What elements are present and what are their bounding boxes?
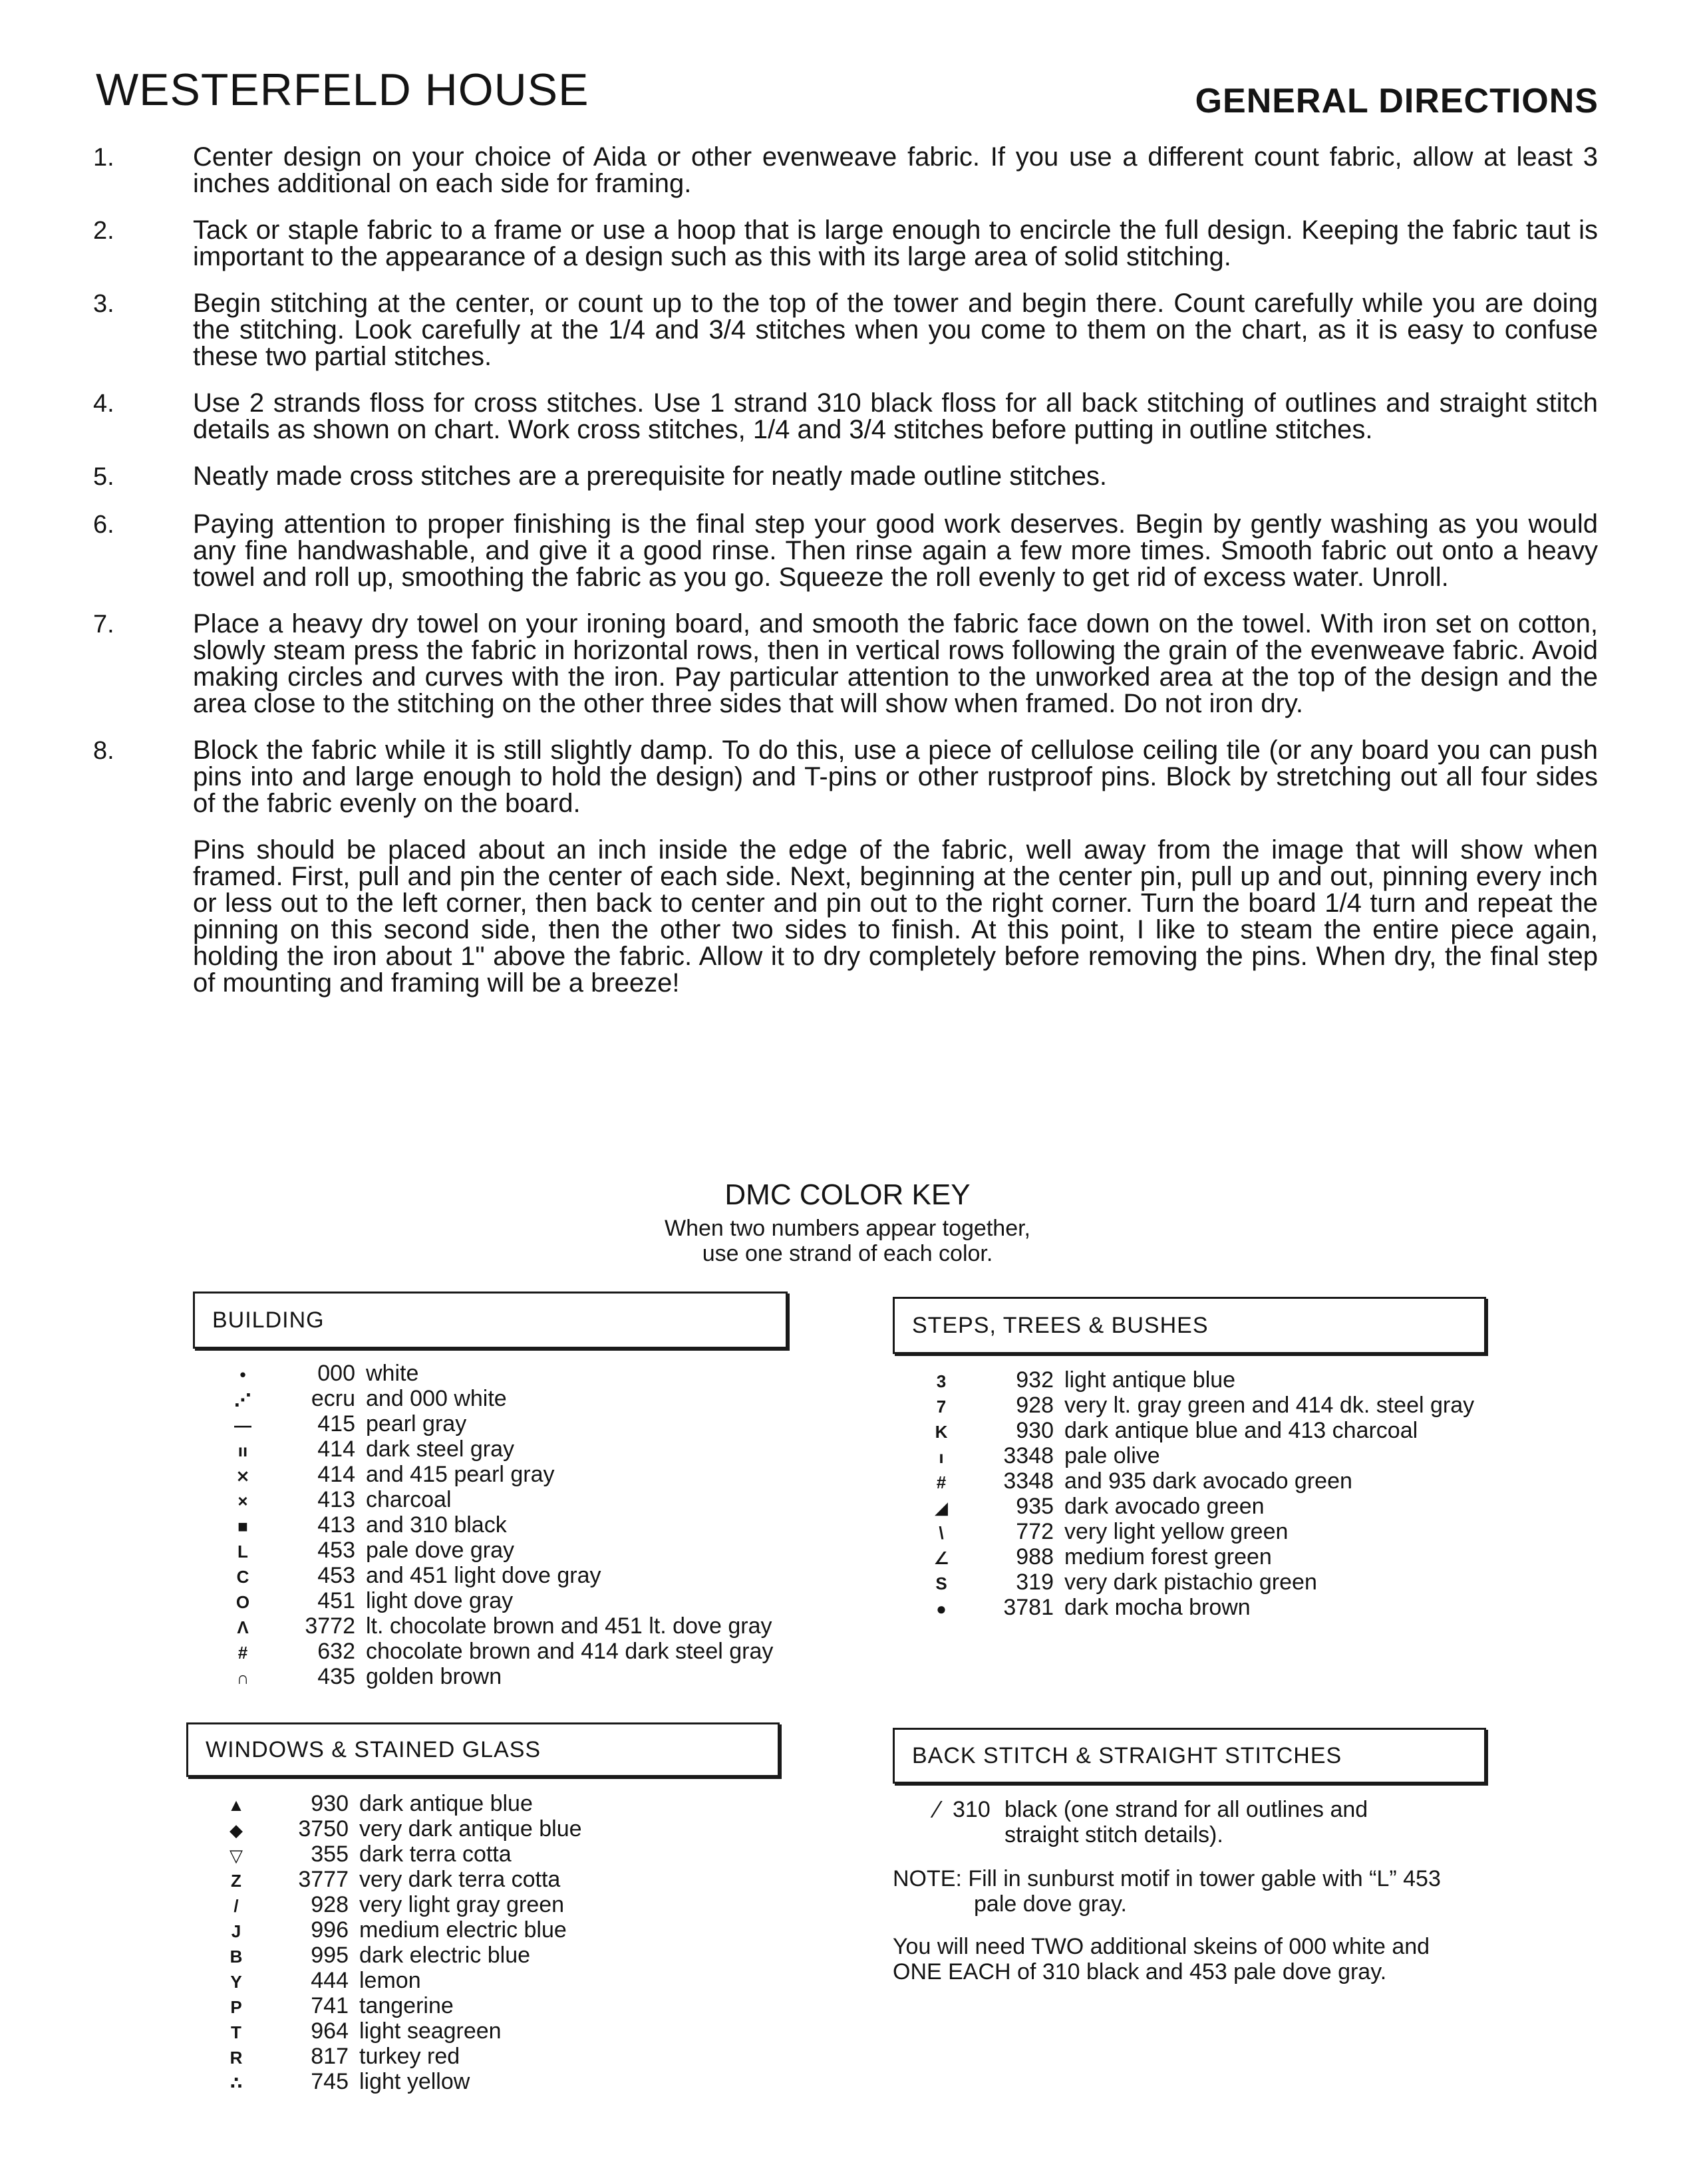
- color-key-row: [226, 1639, 773, 1664]
- additional-skeins-note: [893, 1934, 1505, 1984]
- dmc-code: 444: [311, 1968, 349, 1993]
- color-description: pale dove gray: [366, 1538, 515, 1563]
- windows-heading: WINDOWS & STAINED GLASS: [206, 1736, 541, 1762]
- steps-trees-heading: STEPS, TREES & BUSHES: [912, 1312, 1209, 1338]
- color-key-row: [220, 2018, 582, 2044]
- dmc-code: 745: [311, 2069, 349, 2094]
- step-text: Center design on your choice of Aida or other evenweave fabric. If you use a different count fabric, allow at least 3 inches additional on each side for framing.: [193, 142, 1598, 198]
- stitch-symbol-icon: —: [234, 1415, 251, 1435]
- color-key-row: [925, 1570, 1474, 1595]
- dmc-code: 415: [317, 1411, 355, 1436]
- dmc-code: 930: [1016, 1418, 1054, 1443]
- color-description: medium electric blue: [359, 1917, 567, 1943]
- need-line: You will need TWO additional skeins of 000 white and: [893, 1934, 1430, 1959]
- back-stitch-heading: BACK STITCH & STRAIGHT STITCHES: [912, 1742, 1342, 1768]
- color-key-row: [226, 1487, 773, 1512]
- step-number: 7.: [93, 611, 114, 638]
- pinning-paragraph: Pins should be placed about an inch inside the edge of the fabric, well away from the image that will show when framed. First, pull and pin the center of each side. Next, beginning at the center pin, pull up and out, pinning every inch or less out to the left corner, then back to center and pin out to the right corner. Turn the board 1/4 turn and repeat the pinning on this second side, then the other two sides to finish. At this point, I like to steam the entire piece again, holding the iron about 1" above the fabric. Allow it to dry completely before removing the pins. When dry, the final step of mounting and framing will be a breeze!: [193, 835, 1598, 998]
- dmc-code: 772: [1016, 1519, 1054, 1544]
- color-description: dark antique blue and 413 charcoal: [1064, 1418, 1418, 1443]
- color-key-row: [925, 1418, 1474, 1443]
- stitch-symbol-icon: 3: [936, 1371, 947, 1391]
- stitch-symbol-icon: R: [230, 2048, 243, 2068]
- color-key-row: [220, 1993, 582, 2018]
- dmc-code: 964: [311, 2018, 349, 2044]
- step-text: Begin stitching at the center, or count up to the top of the tower and begin there. Count carefully while you are doing the stitching. Look carefully at the 1/4 and 3/4 stitches when you come to them on the chart, as it is easy to confuse these two partial stitches.: [193, 289, 1598, 371]
- color-description: very dark terra cotta: [359, 1867, 561, 1892]
- dmc-code: 000: [317, 1361, 355, 1386]
- color-description: turkey red: [359, 2044, 460, 2069]
- dmc-code: 930: [311, 1791, 349, 1816]
- color-description: charcoal: [366, 1487, 452, 1512]
- color-description: very light yellow green: [1064, 1519, 1289, 1544]
- color-key-row: [925, 1519, 1474, 1544]
- direction-step: [93, 390, 1598, 443]
- step-text: Use 2 strands floss for cross stitches. Use 1 strand 310 black floss for all back stitching of outlines and straight stitch details as shown on chart. Work cross stitches, 1/4 and 3/4 stitches before putting in outline stitches.: [193, 388, 1598, 444]
- dmc-code: 413: [317, 1487, 355, 1512]
- stitch-symbol-icon: Z: [231, 1871, 241, 1891]
- back-stitch-heading-box: [893, 1728, 1486, 1784]
- back-stitch-desc-line: straight stitch details).: [1004, 1822, 1223, 1847]
- color-key-row: [220, 1968, 582, 1993]
- dmc-code: 817: [311, 2044, 349, 2069]
- back-stitch-entry: [893, 1797, 1491, 1847]
- color-description: dark antique blue: [359, 1791, 533, 1816]
- step-number: 6.: [93, 511, 114, 539]
- color-key-row: [220, 1867, 582, 1892]
- color-key-row: [226, 1436, 773, 1462]
- color-description: and 935 dark avocado green: [1064, 1468, 1352, 1494]
- color-description: and 415 pearl gray: [366, 1462, 555, 1487]
- dmc-code: ecru: [311, 1386, 355, 1411]
- stitch-symbol-icon: ▲: [228, 1795, 245, 1815]
- color-description: very dark antique blue: [359, 1816, 582, 1842]
- color-key-row: [226, 1411, 773, 1436]
- dmc-code: 995: [311, 1943, 349, 1968]
- color-description: dark electric blue: [359, 1943, 531, 1968]
- stitch-symbol-icon: L: [237, 1542, 248, 1562]
- note-line: pale dove gray.: [974, 1891, 1127, 1917]
- dmc-code: 3348: [1003, 1468, 1054, 1494]
- color-key-subtitle: [0, 1216, 1695, 1266]
- stitch-symbol-icon: •: [239, 1365, 246, 1385]
- color-key-row: [220, 2044, 582, 2069]
- dmc-code: 988: [1016, 1544, 1054, 1570]
- step-text: Tack or staple fabric to a frame or use a hoop that is large enough to encircle the full design. Keeping the fabric taut is important to the appearance of a design such as this with its large area of solid stitching.: [193, 215, 1598, 271]
- dmc-code: 3750: [298, 1816, 349, 1842]
- color-description: dark mocha brown: [1064, 1595, 1251, 1620]
- color-key-row: [226, 1361, 773, 1386]
- step-number: 4.: [93, 390, 114, 418]
- stitch-symbol-icon: ∩: [236, 1668, 249, 1688]
- color-description: lt. chocolate brown and 451 lt. dove gray: [366, 1613, 772, 1639]
- stitch-symbol-icon: ⨯: [235, 1466, 250, 1486]
- dmc-code: 935: [1016, 1494, 1054, 1519]
- step-number: 3.: [93, 290, 114, 318]
- stitch-symbol-icon: K: [935, 1422, 948, 1442]
- color-description: and 000 white: [366, 1386, 507, 1411]
- color-key-row: [925, 1494, 1474, 1519]
- building-heading-box: [193, 1292, 788, 1349]
- step-number: 8.: [93, 737, 114, 765]
- stitch-symbol-icon: ∠: [933, 1548, 949, 1568]
- color-description: dark terra cotta: [359, 1842, 512, 1867]
- stitch-symbol-icon: S: [935, 1573, 947, 1593]
- stitch-symbol-icon: ⋰: [234, 1390, 251, 1410]
- stitch-symbol-icon: ◢: [935, 1498, 948, 1518]
- color-description: pearl gray: [366, 1411, 467, 1436]
- direction-step: [93, 290, 1598, 370]
- note-line: NOTE: Fill in sunburst motif in tower gable with “L” 453: [893, 1866, 1441, 1891]
- color-key-row: [226, 1512, 773, 1538]
- back-stitch-code: 310: [953, 1797, 991, 1822]
- dmc-code: 453: [317, 1563, 355, 1588]
- step-text: Block the fabric while it is still slightly damp. To do this, use a piece of cellulose ceiling tile (or any board you can push pins into and large enough to hold the design) and T-pins or other rustproof pins. Block by stretching out all four sides of the fabric evenly on the board.: [193, 736, 1598, 818]
- color-key-subtitle-line: use one strand of each color.: [702, 1241, 993, 1266]
- color-description: dark steel gray: [366, 1436, 514, 1462]
- dmc-code: 3348: [1003, 1443, 1054, 1468]
- direction-step: [93, 217, 1598, 270]
- stitch-symbol-icon: ı: [939, 1447, 944, 1467]
- stitch-symbol-icon: #: [936, 1472, 947, 1492]
- color-description: light yellow: [359, 2069, 470, 2094]
- dmc-code: 928: [311, 1892, 349, 1917]
- windows-heading-box: [186, 1722, 780, 1777]
- color-description: dark avocado green: [1064, 1494, 1265, 1519]
- stitch-symbol-icon: ◆: [230, 1820, 243, 1840]
- back-stitch-desc-line: black (one strand for all outlines and: [1004, 1797, 1368, 1822]
- color-key-row: [226, 1538, 773, 1563]
- direction-step: [93, 611, 1598, 717]
- stitch-symbol-icon: ■: [237, 1516, 248, 1536]
- need-line: ONE EACH of 310 black and 453 pale dove gray.: [893, 1959, 1387, 1984]
- color-key-row: [226, 1563, 773, 1588]
- color-key-row: [226, 1386, 773, 1411]
- color-key-row: [925, 1393, 1474, 1418]
- color-description: white: [366, 1361, 419, 1386]
- stitch-symbol-icon: 7: [936, 1397, 947, 1417]
- color-key-row: [226, 1664, 773, 1689]
- stitch-symbol-icon: Λ: [237, 1617, 249, 1637]
- dmc-code: 414: [317, 1462, 355, 1487]
- color-key-row: [925, 1443, 1474, 1468]
- steps-trees-heading-box: [893, 1297, 1486, 1354]
- color-description: pale olive: [1064, 1443, 1160, 1468]
- color-description: and 310 black: [366, 1512, 507, 1538]
- direction-step: [93, 144, 1598, 197]
- color-key-row: [226, 1588, 773, 1613]
- dmc-code: 453: [317, 1538, 355, 1563]
- color-key-row: [220, 1816, 582, 1842]
- color-description: tangerine: [359, 1993, 454, 2018]
- dmc-code: 741: [311, 1993, 349, 2018]
- stitch-symbol-icon: ıı: [237, 1440, 248, 1460]
- color-description: medium forest green: [1064, 1544, 1272, 1570]
- stitch-symbol-icon: ●: [936, 1599, 947, 1619]
- back-stitch-symbol: ⁄: [935, 1796, 939, 1823]
- dmc-code: 413: [317, 1512, 355, 1538]
- color-key-row: [220, 1842, 582, 1867]
- directions-list: [93, 144, 1598, 996]
- step-number: 1.: [93, 144, 114, 172]
- color-description: light dove gray: [366, 1588, 514, 1613]
- color-key-row: [220, 1791, 582, 1816]
- color-key-row: [925, 1468, 1474, 1494]
- color-description: light seagreen: [359, 2018, 502, 2044]
- sunburst-note: [893, 1866, 1505, 1917]
- dmc-code: 319: [1016, 1570, 1054, 1595]
- color-key-row: [220, 1917, 582, 1943]
- dmc-code: 355: [311, 1842, 349, 1867]
- stitch-symbol-icon: P: [230, 1997, 242, 2017]
- color-key-row: [220, 1892, 582, 1917]
- color-key-subtitle-line: When two numbers appear together,: [665, 1216, 1030, 1241]
- stitch-symbol-icon: ▽: [230, 1845, 243, 1865]
- stitch-symbol-icon: ∴: [230, 2073, 243, 2093]
- steps-trees-key-list: [925, 1367, 1474, 1620]
- step-text: Paying attention to proper finishing is the final step your good work deserves. Begin by gently washing as you would any fine handwashable, and give it a good rinse. Then rinse again a few more times. Smooth fabric out onto a heavy towel and roll up, smoothing the fabric as you go. Squeeze the roll evenly to get rid of excess water. Unroll.: [193, 509, 1598, 592]
- color-key-row: [925, 1595, 1474, 1620]
- color-description: very light gray green: [359, 1892, 565, 1917]
- color-description: light antique blue: [1064, 1367, 1236, 1393]
- color-key-row: [220, 2069, 582, 2094]
- stitch-symbol-icon: ×: [237, 1491, 248, 1511]
- dmc-code: 3772: [305, 1613, 355, 1639]
- stitch-symbol-icon: /: [233, 1896, 239, 1916]
- stitch-symbol-icon: B: [230, 1947, 243, 1967]
- page-title: WESTERFELD HOUSE: [96, 65, 589, 115]
- stitch-symbol-icon: J: [231, 1921, 241, 1941]
- color-key-title: DMC COLOR KEY: [724, 1178, 971, 1211]
- dmc-code: 996: [311, 1917, 349, 1943]
- stitch-symbol-icon: C: [236, 1567, 249, 1587]
- color-description: golden brown: [366, 1664, 502, 1689]
- stitch-symbol-icon: T: [231, 2022, 241, 2042]
- dmc-code: 928: [1016, 1393, 1054, 1418]
- dmc-code: 435: [317, 1664, 355, 1689]
- direction-step: [93, 737, 1598, 817]
- stitch-symbol-icon: \: [939, 1523, 944, 1543]
- step-number: 2.: [93, 217, 114, 245]
- building-heading: BUILDING: [212, 1307, 325, 1333]
- color-description: lemon: [359, 1968, 421, 1993]
- dmc-code: 414: [317, 1436, 355, 1462]
- color-description: very dark pistachio green: [1064, 1570, 1317, 1595]
- step-number: 5.: [93, 463, 114, 491]
- windows-key-list: [220, 1791, 582, 2094]
- dmc-code: 932: [1016, 1367, 1054, 1393]
- direction-step: [93, 511, 1598, 591]
- dmc-code: 632: [317, 1639, 355, 1664]
- step-text: Neatly made cross stitches are a prerequisite for neatly made outline stitches.: [193, 462, 1107, 491]
- color-description: very lt. gray green and 414 dk. steel gray: [1064, 1393, 1475, 1418]
- section-heading: GENERAL DIRECTIONS: [1195, 82, 1599, 120]
- dmc-code: 3781: [1003, 1595, 1054, 1620]
- step-text: Place a heavy dry towel on your ironing board, and smooth the fabric face down on the towel. With iron set on cotton, slowly steam press the fabric in horizontal rows, then in vertical rows following the grain of the evenweave fabric. Avoid making circles and curves with the iron. Pay particular attention to the unworked area at the top of the design and the area close to the stitching on the other three sides that will show when framed. Do not iron dry.: [193, 609, 1598, 718]
- color-key-row: [226, 1613, 773, 1639]
- direction-step: [93, 463, 1598, 491]
- dmc-code: 451: [317, 1588, 355, 1613]
- color-key-row: [220, 1943, 582, 1968]
- color-description: chocolate brown and 414 dark steel gray: [366, 1639, 774, 1664]
- dmc-code: 3777: [298, 1867, 349, 1892]
- stitch-symbol-icon: O: [235, 1592, 250, 1612]
- color-key-row: [925, 1544, 1474, 1570]
- color-key-row: [226, 1462, 773, 1487]
- stitch-symbol-icon: #: [237, 1643, 248, 1663]
- back-stitch-description: [1004, 1797, 1491, 1847]
- color-key-row: [925, 1367, 1474, 1393]
- stitch-symbol-icon: Y: [230, 1972, 242, 1992]
- color-description: and 451 light dove gray: [366, 1563, 601, 1588]
- building-key-list: [226, 1361, 773, 1689]
